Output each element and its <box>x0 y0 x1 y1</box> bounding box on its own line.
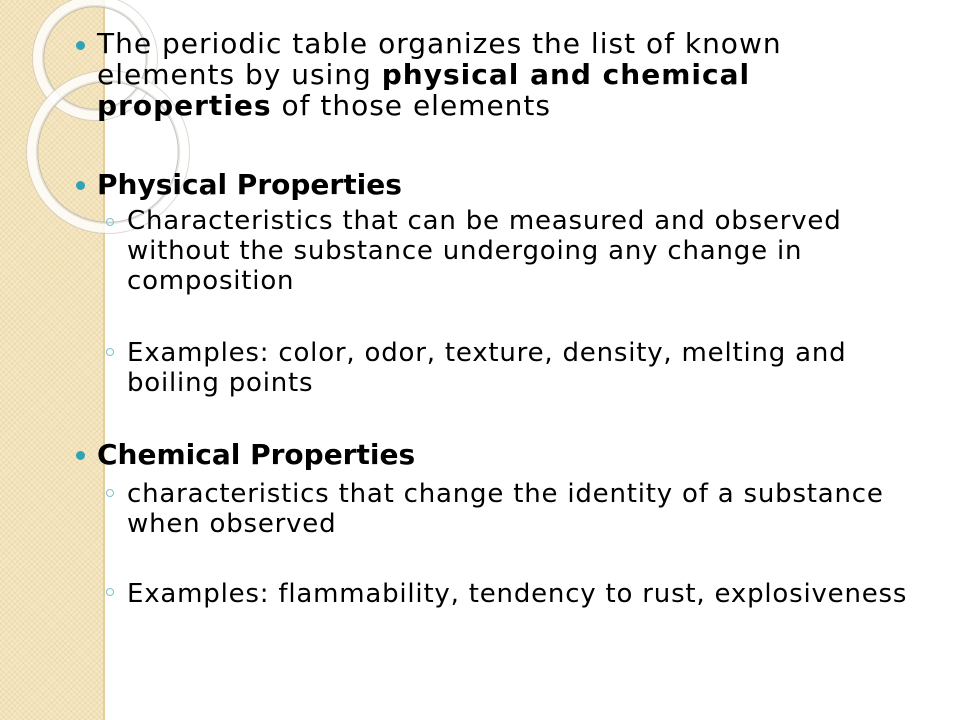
intro-text-tail: of those elements <box>271 89 551 122</box>
section-heading-physical: Physical Properties <box>97 168 402 201</box>
bullet-dot-icon <box>76 181 85 190</box>
sub-bullet-ring-icon <box>106 348 114 356</box>
sub-bullet-ring-icon <box>106 489 114 497</box>
bullet-dot-icon <box>76 41 85 50</box>
section-heading-chemical: Chemical Properties <box>97 438 416 471</box>
sub-bullet-ring-icon <box>106 218 114 226</box>
list-item: Examples: flammability, tendency to rust, explosiveness <box>127 579 908 609</box>
list-item: Characteristics that can be measured and observed without the substance undergoing any change in composition <box>127 206 842 296</box>
intro-text-lead: The periodic table organizes the list of known elements by using <box>97 27 782 91</box>
intro-paragraph <box>97 28 857 121</box>
sub-bullet-ring-icon <box>106 588 114 596</box>
intro-text-emphasis: physical and chemical properties <box>97 58 751 122</box>
list-item: Examples: color, odor, texture, density, melting and boiling points <box>127 338 847 398</box>
bullet-dot-icon <box>76 451 85 460</box>
list-item: characteristics that change the identity of a substance when observed <box>127 479 884 539</box>
